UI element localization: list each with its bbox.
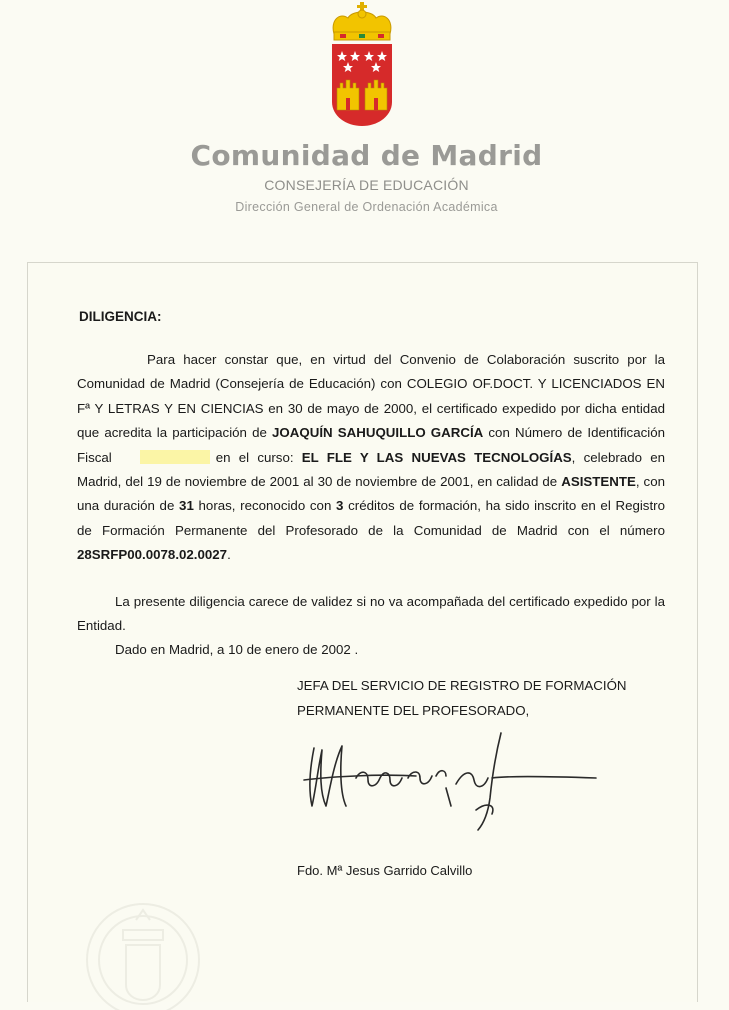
course-prefix: en el curso: <box>215 449 302 465</box>
duration-prefix: , con una duración de <box>77 474 665 514</box>
date-paragraph: Dado en Madrid, a 10 de enero de 2002 . <box>115 642 359 658</box>
credits: 3 <box>336 498 344 514</box>
hours: 31 <box>179 498 194 514</box>
signatory-title-line1: JEFA DEL SERVICIO DE REGISTRO DE FORMACIÓN <box>297 678 627 693</box>
sentence-end: . <box>227 547 231 563</box>
role: ASISTENTE <box>561 474 636 490</box>
dates-text: , celebrado en Madrid, del 19 de noviembre de 2001 al 30 de noviembre de 2001, en calidad de <box>77 449 666 490</box>
credits-suffix: créditos de formación, ha sido inscrito en el Registro de Formación Permanente del Profesorado de la Comunidad de Madrid con el número <box>77 498 665 538</box>
document-heading: DILIGENCIA: <box>79 309 162 324</box>
org-name: Comunidad de Madrid <box>190 139 543 172</box>
department-name: CONSEJERÍA DE EDUCACIÓN <box>264 177 469 193</box>
signatory-title <box>297 673 627 723</box>
hours-suffix: horas, reconocido con <box>193 498 337 514</box>
redacted-id-highlight <box>140 450 210 464</box>
signatory-title-line2: PERMANENTE DEL PROFESORADO, <box>297 703 530 718</box>
registration-number: 28SRFP00.0078.02.0027 <box>77 547 228 563</box>
handwritten-signature <box>296 718 606 833</box>
document-body <box>77 348 665 663</box>
validity-paragraph: La presente diligencia carece de validez si no va acompañada del certificado expedido por la Entidad. <box>77 593 665 634</box>
person-name: JOAQUÍN SAHUQUILLO GARCÍA <box>272 425 484 441</box>
main-paragraph <box>77 348 665 568</box>
intro-text: Para hacer constar que, en virtud del Convenio de Colaboración suscrito por la Comunidad de Madrid (Consejería de Educación) con COLEGIO OF.DOCT. Y LICENCIADOS EN Fª Y LETRAS Y EN CIENCIAS en 30 de mayo de 2000, el certificado expedido por dicha entidad que acredita la participación de <box>77 352 665 441</box>
course-name: EL FLE Y LAS NUEVAS TECNOLOGÍAS <box>301 449 572 465</box>
id-label: con Número de Identificación Fiscal <box>77 425 665 465</box>
signed-by: Fdo. Mª Jesus Garrido Calvillo <box>297 863 473 878</box>
embossed-seal-icon <box>78 890 208 1010</box>
subdepartment-name: Dirección General de Ordenación Académica <box>235 200 498 214</box>
madrid-coat-of-arms-icon <box>326 2 398 127</box>
